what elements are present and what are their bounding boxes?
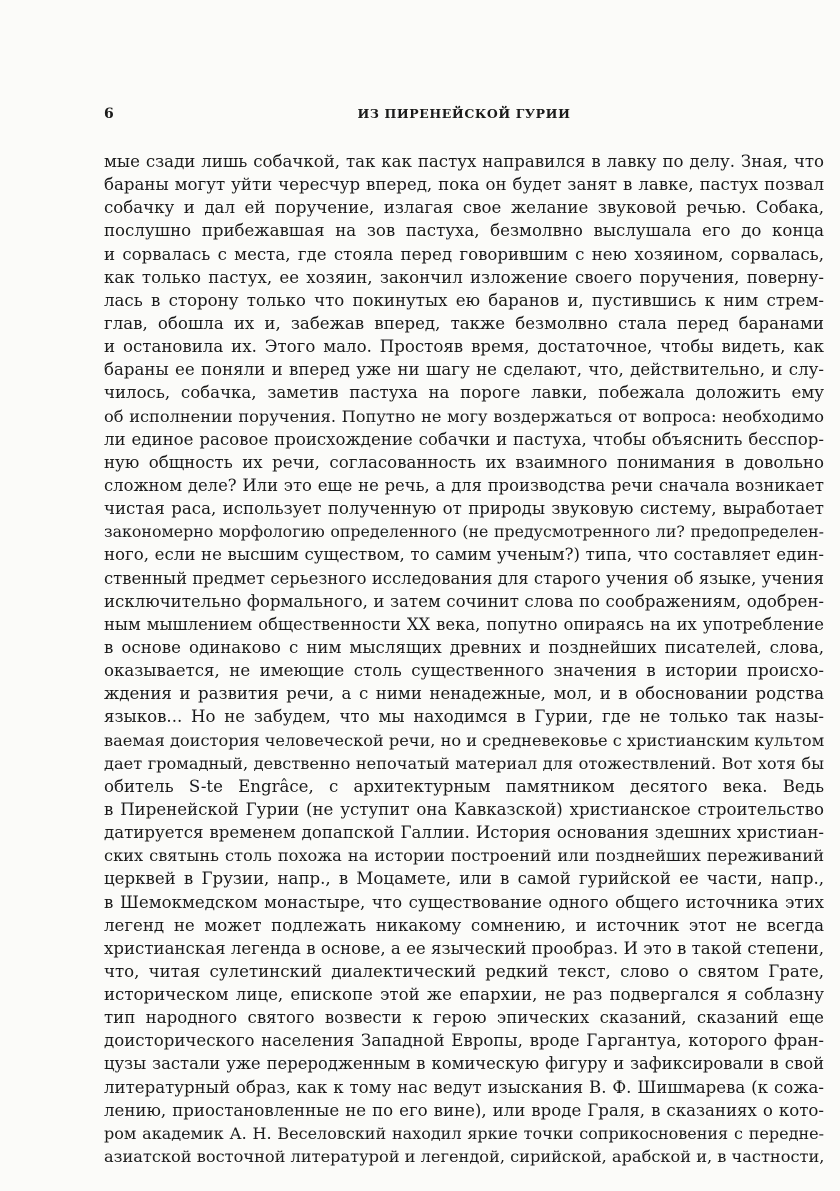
text-line: чилось, собачка, заметив пастуха на пороге лавки, побежала доложить ему: [104, 383, 824, 403]
text-line: церквей в Грузии, напр., в Моцамете, или в самой гурийской ее части, напр.,: [104, 869, 824, 889]
text-line: глав, обошла их и, забежав вперед, также безмолвно стала перед баранами: [104, 313, 824, 333]
text-line: ваемая доистория человеческой речи, но и средневековье с христианским культом: [104, 730, 824, 750]
text-line: легенд не может подлежать никакому сомнению, и источник этот не всегда: [104, 915, 824, 935]
text-line: ждения и развития речи, а с ними ненадежные, мол, и в обосновании родства: [104, 684, 824, 704]
text-line: и остановила их. Этого мало. Простояв время, достаточное, чтобы видеть, как: [104, 337, 824, 357]
text-line: датируется временем допапской Галлии. История основания здешних христиан-: [104, 823, 824, 843]
text-line: литературный образ, как к тому нас ведут изыскания В. Ф. Шишмарева (к сожа-: [104, 1077, 824, 1097]
text-line: цузы застали уже переродженным в комическую фигуру и зафиксировали в свой: [104, 1054, 824, 1074]
text-line: что, читая сулетинский диалектический редкий текст, слово о святом Грате,: [104, 961, 824, 981]
page-number: 6: [104, 106, 114, 122]
text-line: бараны ее поняли и вперед уже ни шагу не сделают, что, действительно, и слу-: [104, 360, 824, 380]
text-line: тип народного святого возвести к герою эпических сказаний, сказаний еще: [104, 1008, 824, 1028]
text-line: об исполнении поручения. Попутно не могу воздержаться от вопроса: необходимо: [104, 406, 824, 426]
text-line: оказывается, не имеющие столь существенного значения в истории происхо-: [104, 661, 824, 681]
body-text: [104, 150, 824, 1168]
text-line: лению, приостановленные не по его вине), или вроде Граля, в сказаниях о кото-: [104, 1100, 824, 1120]
text-line: обитель S-te Engrâce, с архитектурным памятником десятого века. Ведь: [104, 776, 824, 796]
running-head: [104, 106, 824, 128]
text-line: ром академик А. Н. Веселовский находил яркие точки соприкосновения с передне-: [104, 1123, 824, 1143]
running-title: ИЗ ПИРЕНЕЙСКОЙ ГУРИИ: [357, 106, 571, 121]
text-line: собачку и дал ей поручение, излагая свое желание звуковой речью. Собака,: [104, 198, 824, 218]
text-line: послушно прибежавшая на зов пастуха, безмолвно выслушала его до конца: [104, 221, 824, 241]
text-line: как только пастух, ее хозяин, закончил изложение своего поручения, поверну-: [104, 267, 824, 287]
text-line: дает громадный, девственно непочатый материал для отожествлений. Вот хотя бы: [104, 753, 824, 773]
text-line: в Пиренейской Гурии (не уступит она Кавказской) христианское строительство: [104, 799, 824, 819]
text-line: азиатской восточной литературой и легендой, сирийской, арабской и, в частности,: [104, 1147, 824, 1167]
text-line: чистая раса, использует полученную от природы звуковую систему, выработает: [104, 499, 824, 519]
text-line: в Шемокмедском монастыре, что существование одного общего источника этих: [104, 892, 824, 912]
text-line: ным мышлением общественности XX века, попутно опираясь на их употребление: [104, 614, 824, 634]
text-line: историческом лице, епископе этой же епархии, не раз подвергался я соблазну: [104, 985, 824, 1005]
text-line: языков... Но не забудем, что мы находимся в Гурии, где не только так назы-: [104, 707, 824, 727]
text-line: ских святынь столь похожа на истории построений или позднейших переживаний: [104, 846, 824, 866]
text-line: христианская легенда в основе, а ее языческий прообраз. И это в такой степени,: [104, 938, 824, 958]
text-line: сложном деле? Или это еще не речь, а для производства речи сначала возникает: [104, 475, 824, 495]
text-line: бараны могут уйти чересчур вперед, пока он будет занят в лавке, пастух позвал: [104, 175, 824, 195]
text-line: закономерно морфологию определенного (не предусмотренного ли? предопределен-: [104, 522, 824, 542]
text-line: и сорвалась с места, где стояла перед говорившим с нею хозяином, сорвалась,: [104, 244, 824, 264]
text-line: ственный предмет серьезного исследования для старого учения об языке, учения: [104, 568, 824, 588]
text-line: ли единое расовое происхождение собачки и пастуха, чтобы объяснить бесспор-: [104, 429, 824, 449]
text-line: в основе одинаково с ним мыслящих древних и позднейших писателей, слова,: [104, 637, 824, 657]
text-line: мые сзади лишь собачкой, так как пастух направился в лавку по делу. Зная, что: [104, 152, 824, 171]
text-line: ного, если не высшим существом, то самим ученым?) типа, что составляет един-: [104, 545, 824, 565]
text-line: доисторического населения Западной Европы, вроде Гаргантуа, которого фран-: [104, 1031, 824, 1051]
text-line: лась в сторону только что покинутых ею баранов и, пустившись к ним стрем-: [104, 290, 824, 310]
text-line: исключительно формального, и затем сочинит слова по соображениям, одобрен-: [104, 591, 824, 611]
text-line: ную общность их речи, согласованность их взаимного понимания в довольно: [104, 452, 824, 472]
